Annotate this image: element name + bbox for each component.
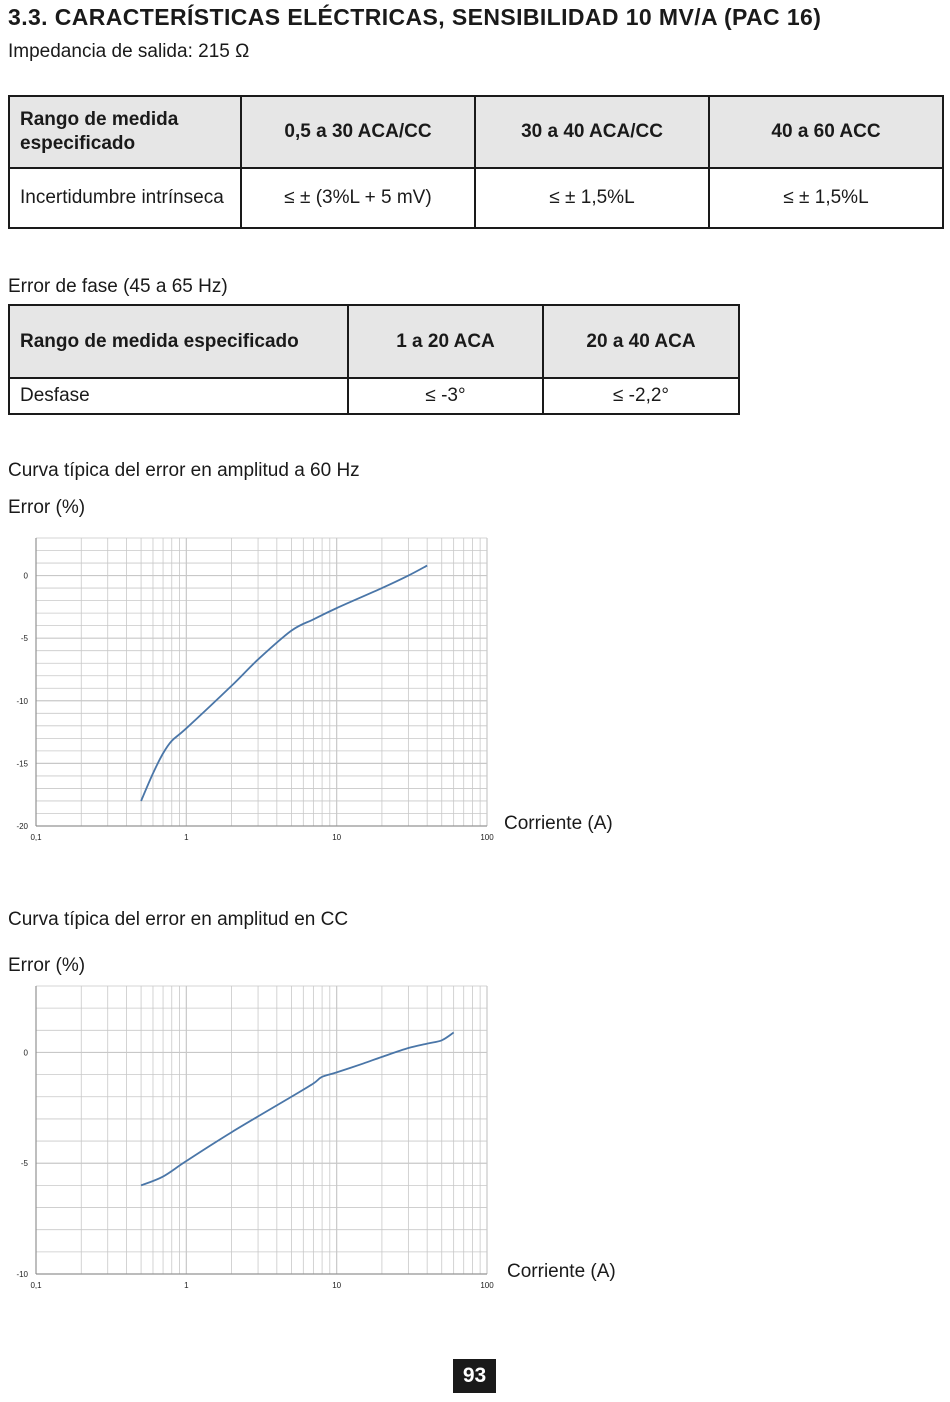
section-title: 3.3. CARACTERÍSTICAS ELÉCTRICAS, SENSIBILIDAD 10 MV/A (PAC 16) [8, 4, 822, 30]
error-series-line [141, 1033, 454, 1186]
y-tick-label: -10 [16, 696, 28, 706]
row-label: Incertidumbre intrínseca [9, 168, 241, 228]
header-cell [543, 305, 739, 378]
header-cell [475, 96, 709, 168]
range-unit: CA/CC [602, 121, 663, 142]
chart1-title: Curva típica del error en amplitud a 60 Hz [8, 460, 360, 481]
row-label: Desfase [9, 378, 348, 414]
y-tick-label: -15 [16, 759, 28, 769]
range-value: 30 a 40 A [521, 121, 603, 142]
accuracy-table [8, 95, 944, 229]
range-unit: CA [467, 330, 495, 352]
table-header-row [9, 305, 739, 378]
range-unit: CA [668, 330, 696, 352]
y-tick-label: -20 [16, 822, 28, 831]
table-header-row [9, 96, 943, 168]
y-tick-label: 0 [23, 571, 28, 581]
amplitude-error-dc-chart [0, 978, 520, 1298]
page-number: 93 [453, 1359, 496, 1393]
x-tick-label: 10 [332, 1281, 342, 1290]
table-cell: ≤ ± 1,5%L [709, 168, 943, 228]
range-value: 20 a 40 A [586, 330, 669, 352]
phase-error-heading: Error de fase (45 a 65 Hz) [8, 276, 228, 297]
output-impedance: Impedancia de salida: 215 Ω [8, 41, 250, 62]
chart2-ylabel: Error (%) [8, 955, 86, 976]
range-unit: CA/CC [371, 121, 432, 142]
range-value: 0,5 a 30 A [284, 121, 372, 142]
header-cell [709, 96, 943, 168]
x-tick-label: 0,1 [30, 1281, 42, 1290]
x-tick-label: 10 [332, 833, 342, 842]
x-tick-label: 100 [480, 1281, 494, 1290]
table-cell: ≤ -3° [348, 378, 543, 414]
x-tick-label: 100 [480, 833, 494, 842]
range-value: 40 a 60 A [771, 121, 854, 142]
table-cell: ≤ ± (3%L + 5 mV) [241, 168, 475, 228]
table-cell: ≤ -2,2° [543, 378, 739, 414]
chart2-title: Curva típica del error en amplitud en CC [8, 909, 349, 930]
amplitude-error-60hz-chart [0, 530, 520, 850]
table-row [9, 168, 943, 228]
table-cell: ≤ ± 1,5%L [475, 168, 709, 228]
table-row [9, 378, 739, 414]
header-cell [348, 305, 543, 378]
y-tick-label: -5 [20, 634, 28, 644]
x-tick-label: 1 [184, 833, 189, 842]
range-value: 1 a 20 A [396, 330, 468, 352]
y-tick-label: -5 [20, 1159, 28, 1169]
chart1-xlabel: Corriente (A) [504, 813, 613, 834]
header-cell: Rango de medida especificado [9, 305, 348, 378]
chart2-xlabel: Corriente (A) [507, 1261, 616, 1282]
range-unit: CC [853, 121, 881, 142]
x-tick-label: 0,1 [30, 833, 42, 842]
header-cell: Rango de medida especificado [9, 96, 241, 168]
x-tick-label: 1 [184, 1281, 189, 1290]
header-cell [241, 96, 475, 168]
y-tick-label: -10 [16, 1270, 28, 1279]
phase-table [8, 304, 740, 415]
y-tick-label: 0 [23, 1048, 28, 1058]
chart1-ylabel: Error (%) [8, 497, 86, 518]
